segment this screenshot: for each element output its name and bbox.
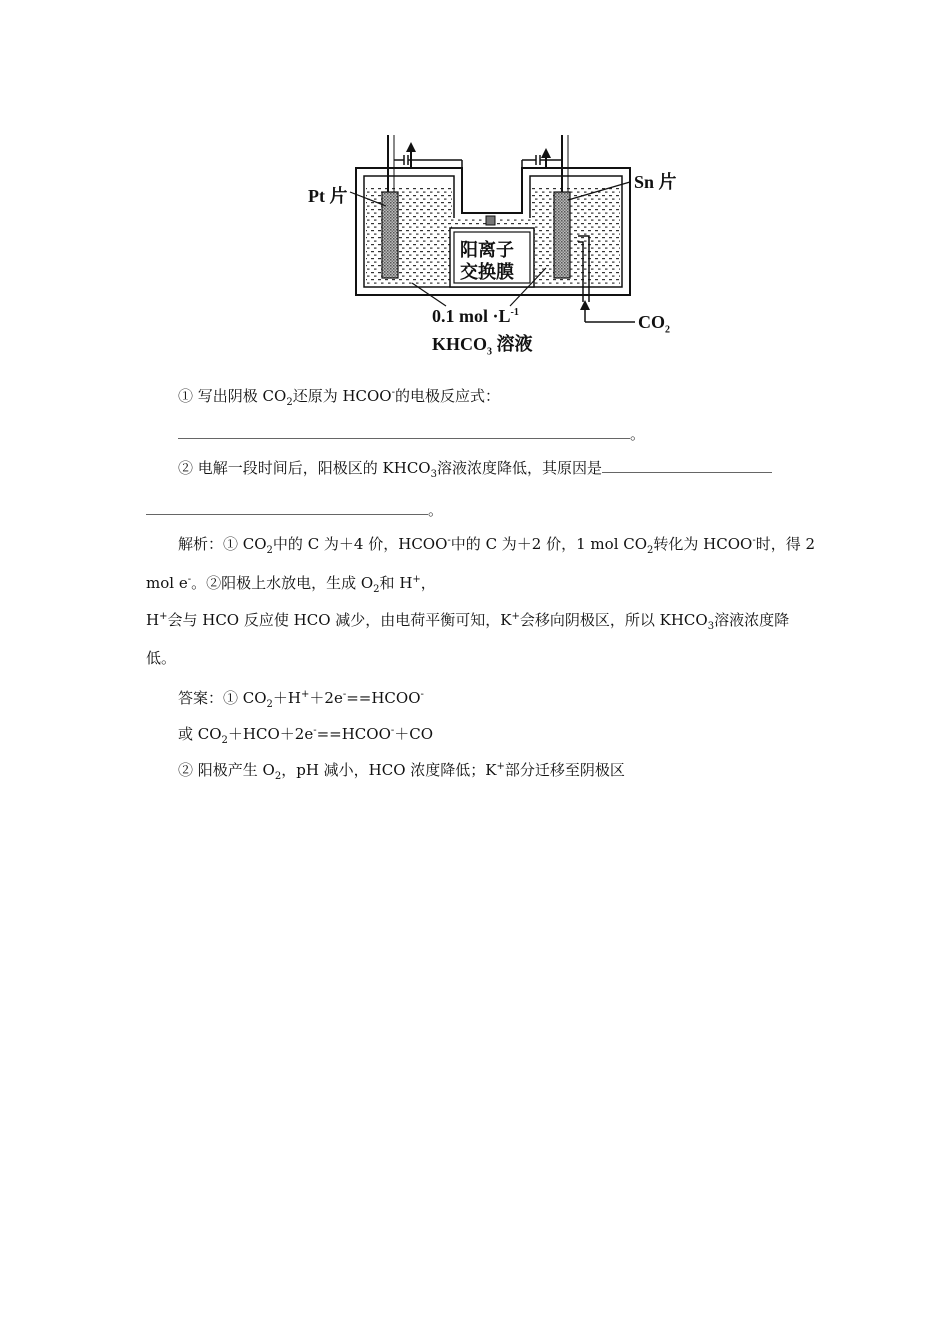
analysis-line-4: 低。 [146, 649, 177, 667]
co2-label: $CO_2$ [638, 312, 670, 336]
answer-blank-line[interactable] [178, 424, 630, 439]
analysis-line-3: H+会与 HCO 反应使 HCO 减少，由电荷平衡可知，K+会移向阴极区，所以 $KHCO_3$溶液浓度降 [146, 611, 790, 632]
question-2-answer-blank: 。 [146, 500, 816, 520]
concentration-label: 0.1 mol $\cdot L^{-1}$ [432, 306, 519, 326]
analysis-line-2: mol e-。②阳极上水放电，生成 $O_2$和 H+， [146, 574, 436, 595]
question-1-answer-blank: 。 [178, 424, 848, 444]
answer-line-1: 答案：① $CO_2+H^++2e^-==HCOO^-$ [178, 689, 424, 710]
answer-blank-line[interactable] [146, 500, 428, 515]
electrolysis-cell-figure [300, 130, 700, 360]
answer-line-3: ② 阳极产生 $O_2$，pH 减小，HCO 浓度降低；K+部分迁移至阴极区 [178, 761, 625, 782]
membrane-label-1: 阳离子 [460, 240, 514, 260]
question-2: ② 电解一段时间后，阳极区的 $KHCO_3$溶液浓度降低，其原因是 [178, 458, 848, 478]
pt-label: Pt 片 [308, 186, 348, 206]
question-1: ① 写出阴极 $CO_2$还原为 HCOO-的电极反应式： [178, 387, 501, 408]
solution-label: $KHCO_3$ 溶液 [432, 334, 533, 358]
analysis-line-1: 解析：① $CO_2$中的 C 为＋4 价，HCOO-中的 C 为＋2 价，1 mol $CO_2$转化为 HCOO-时，得 2 [178, 535, 816, 556]
answer-line-2: 或 $CO_2+HCO+2e^-==HCOO^-+CO$ [178, 725, 434, 746]
sn-label: Sn 片 [634, 172, 677, 192]
membrane-label-2: 交换膜 [460, 262, 514, 282]
answer-blank-line[interactable] [602, 458, 772, 473]
